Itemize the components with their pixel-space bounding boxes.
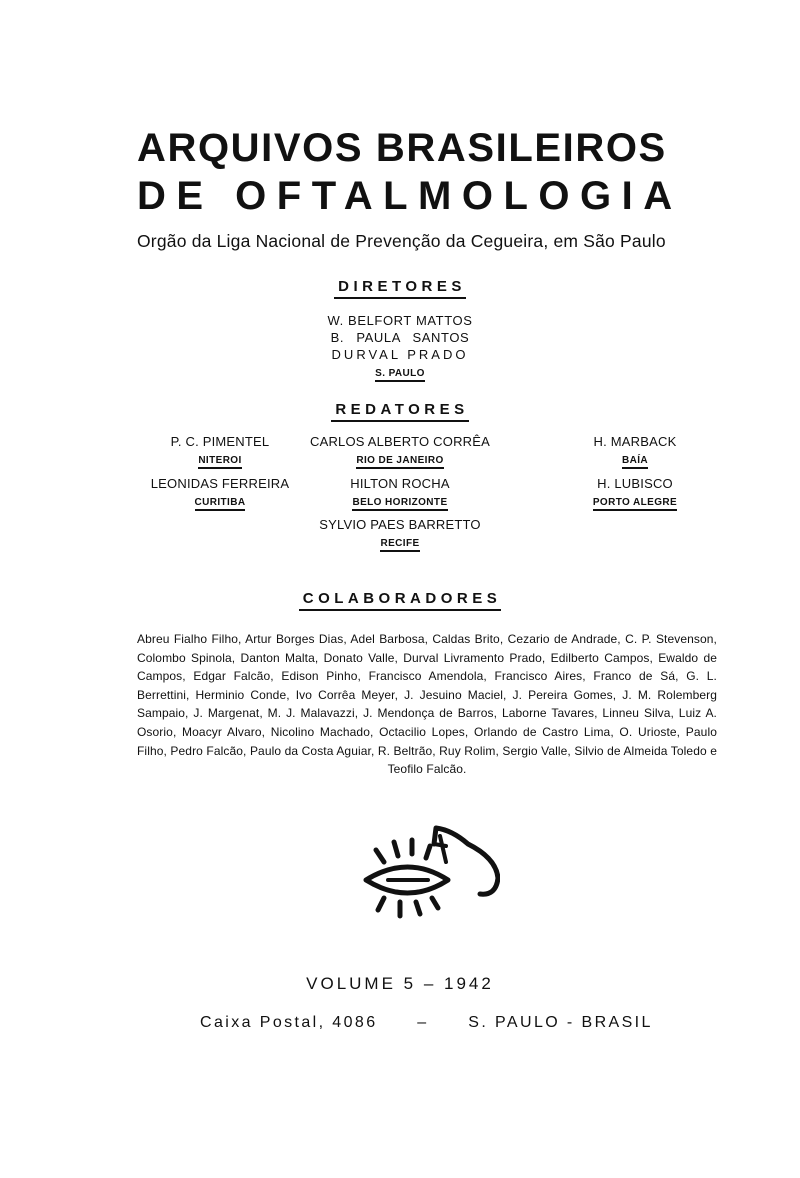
eye-emblem-icon — [360, 822, 500, 932]
diretores-city: S. PAULO — [375, 368, 425, 382]
redator-city: RECIFE — [380, 538, 419, 552]
redator-city: RIO DE JANEIRO — [356, 455, 443, 469]
journal-subtitle: Orgão da Liga Nacional de Prevenção da Cegueira, em São Paulo — [137, 231, 666, 251]
diretor-name: B. PAULA SANTOS — [330, 330, 470, 345]
postal-address — [200, 1014, 680, 1032]
redator-name: P. C. PIMENTEL — [170, 434, 270, 449]
redator-entry — [300, 475, 500, 511]
diretores-city-wrap — [0, 363, 800, 382]
redator-entry — [535, 475, 735, 511]
volume-year: VOLUME 5 – 1942 — [306, 974, 494, 993]
redator-entry — [535, 433, 735, 469]
journal-title-line-1: ARQUIVOS BRASILEIROS — [137, 126, 667, 170]
redator-name: LEONIDAS FERREIRA — [150, 476, 290, 491]
redator-name: H. MARBACK — [593, 434, 677, 449]
journal-title-line-2: DE OFTALMOLOGIA — [137, 174, 683, 218]
colaboradores-heading: COLABORADORES — [0, 590, 800, 607]
diretores-heading: DIRETORES — [0, 278, 800, 295]
redator-city: PORTO ALEGRE — [593, 497, 677, 511]
redator-city: BELO HORIZONTE — [352, 497, 447, 511]
redator-city: NITEROI — [198, 455, 241, 469]
city-country: S. PAULO - BRASIL — [468, 1014, 653, 1031]
redator-city: BAÍA — [622, 455, 648, 469]
redator-entry — [300, 433, 500, 469]
redator-name: HILTON ROCHA — [350, 476, 450, 491]
diretor-name: W. BELFORT MATTOS — [327, 313, 473, 328]
address-dash: – — [417, 1014, 429, 1031]
redator-entry — [120, 433, 320, 469]
redator-name: H. LUBISCO — [597, 476, 673, 491]
redator-city: CURITIBA — [195, 497, 246, 511]
redator-entry — [300, 516, 500, 552]
redatores-heading: REDATORES — [0, 401, 800, 418]
diretor-name: DURVAL PRADO — [331, 347, 469, 362]
postal-box: Caixa Postal, 4086 — [200, 1014, 378, 1031]
redator-entry — [120, 475, 320, 511]
redator-name: SYLVIO PAES BARRETTO — [319, 517, 481, 532]
colaboradores-list: Abreu Fialho Filho, Artur Borges Dias, Adel Barbosa, Caldas Brito, Cezario de Andrade, C. P. Stevenson, Colombo Spinola, Danton Malta, Donato Valle, Durval Livramento Prado, Edilberto Campos, Ewaldo de Campos, Edgar Falcão, Edison Pinho, Francisco Amendola, Francisco Aires, Franco de Sá, G. L. Berrettini, Herminio Conde, Ivo Corrêa Meyer, J. Jesuino Maciel, J. Pereira Gomes, J. M. Rolemberg Sampaio, J. Margenat, M. J. Malavazzi, J. Mendonça de Barros, Laborne Tavares, Linneu Silva, Luiz A. Osorio, Moacyr Alvaro, Nicolino Machado, Octacilio Lopes, Orlando de Castro Lima, O. Urioste, Paulo Filho, Pedro Falcão, Paulo da Costa Aguiar, R. Beltrão, Ruy Rolim, Sergio Valle, Silvio de Almeida Toledo e Teofilo Falcão. — [137, 632, 717, 777]
redator-name: CARLOS ALBERTO CORRÊA — [310, 434, 490, 449]
